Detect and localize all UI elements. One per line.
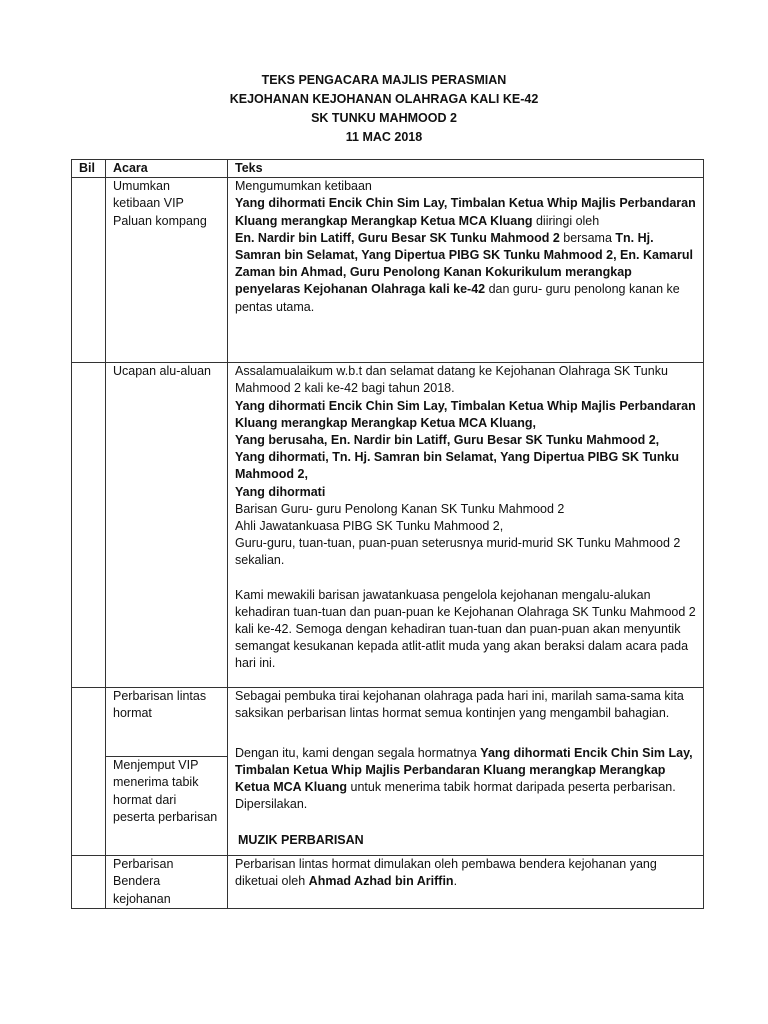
program-table [71, 159, 704, 909]
table-row [72, 688, 704, 757]
title-line-3: SK TUNKU MAHMOOD 2 [311, 111, 457, 125]
acara-cell: Perbarisan Bendera kejohanan [106, 856, 228, 909]
teks-cell: Perbarisan lintas hormat dimulakan oleh pembawa bendera kejohanan yang diketuai oleh Ahmad Azhad bin Ariffin. [228, 856, 704, 909]
bil-cell [72, 178, 106, 363]
teks-cell: Assalamualaikum w.b.t dan selamat datang ke Kejohanan Olahraga SK Tunku Mahmood 2 kali ke-42 bagi tahun 2018. Yang dihormati Encik Chin Sim Lay, Timbalan Ketua Whip Majlis Perbandaran Kluang merangkap Merangkap Ketua MCA Kluang, Yang berusaha, En. Nardir bin Latiff, Guru Besar SK Tunku Mahmood 2, Yang dihormati, Tn. Hj. Samran bin Selamat, Yang Dipertua PIBG SK Tunku Mahmood 2, Yang dihormati Barisan Guru- guru Penolong Kanan SK Tunku Mahmood 2 Ahli Jawatankuasa PIBG SK Tunku Mahmood 2, Guru-guru, tuan-tuan, puan-puan seterusnya murid-murid SK Tunku Mahmood 2 sekalian. Kami mewakili barisan jawatankuasa pengelola kejohanan mengalu-alukan kehadiran tuan-tuan dan puan-puan ke Kejohanan Olahraga SK Tunku Mahmood 2 kali ke-42. Semoga dengan kehadiran tuan-tuan dan puan-puan akan menyuntik semangat kesukanan kepada atlit-atlit muda yang akan beraksi dalam acara pada hari ini. [228, 363, 704, 688]
acara-cell: Menjemput VIP menerima tabik hormat dari peserta perbarisan [106, 757, 228, 856]
bil-cell [72, 688, 106, 856]
acara-cell: Umumkan ketibaan VIP Paluan kompang [106, 178, 228, 363]
teks-cell: Mengumumkan ketibaan Yang dihormati Encik Chin Sim Lay, Timbalan Ketua Whip Majlis Perbandaran Kluang merangkap Merangkap Ketua MCA Kluang diiringi oleh En. Nardir bin Latiff, Guru Besar SK Tunku Mahmood 2 bersama Tn. Hj. Samran bin Selamat, Yang Dipertua PIBG SK Tunku Mahmood 2, En. Kamarul Zaman bin Ahmad, Guru Penolong Kanan Kokurikulum merangkap penyelaras Kejohanan Olahraga kali ke-42 dan guru- guru penolong kanan ke pentas utama. [228, 178, 704, 363]
table-header-row [72, 160, 704, 178]
document-title [0, 71, 768, 147]
table-row [72, 856, 704, 909]
title-line-4: 11 MAC 2018 [345, 130, 423, 144]
table-row [72, 178, 704, 363]
acara-cell: Perbarisan lintas hormat [106, 688, 228, 757]
header-acara: Acara [106, 160, 228, 178]
title-line-1: TEKS PENGACARA MAJLIS PERASMIAN [261, 73, 507, 87]
bil-cell [72, 363, 106, 688]
header-teks: Teks [228, 160, 704, 178]
teks-cell: Sebagai pembuka tirai kejohanan olahraga pada hari ini, marilah sama-sama kita saksikan perbarisan lintas hormat semua kontinjen yang mengambil bahagian. Dengan itu, kami dengan segala hormatnya Yang dihormati Encik Chin Sim Lay, Timbalan Ketua Whip Majlis Perbandaran Kluang merangkap Merangkap Ketua MCA Kluang untuk menerima tabik hormat daripada peserta perbarisan. Dipersilakan. MUZIK PERBARISAN [228, 688, 704, 856]
title-line-2: KEJOHANAN KEJOHANAN OLAHRAGA KALI KE-42 [229, 92, 539, 106]
bil-cell [72, 856, 106, 909]
acara-cell: Ucapan alu-aluan [106, 363, 228, 688]
header-bil: Bil [72, 160, 106, 178]
table-row [72, 363, 704, 688]
